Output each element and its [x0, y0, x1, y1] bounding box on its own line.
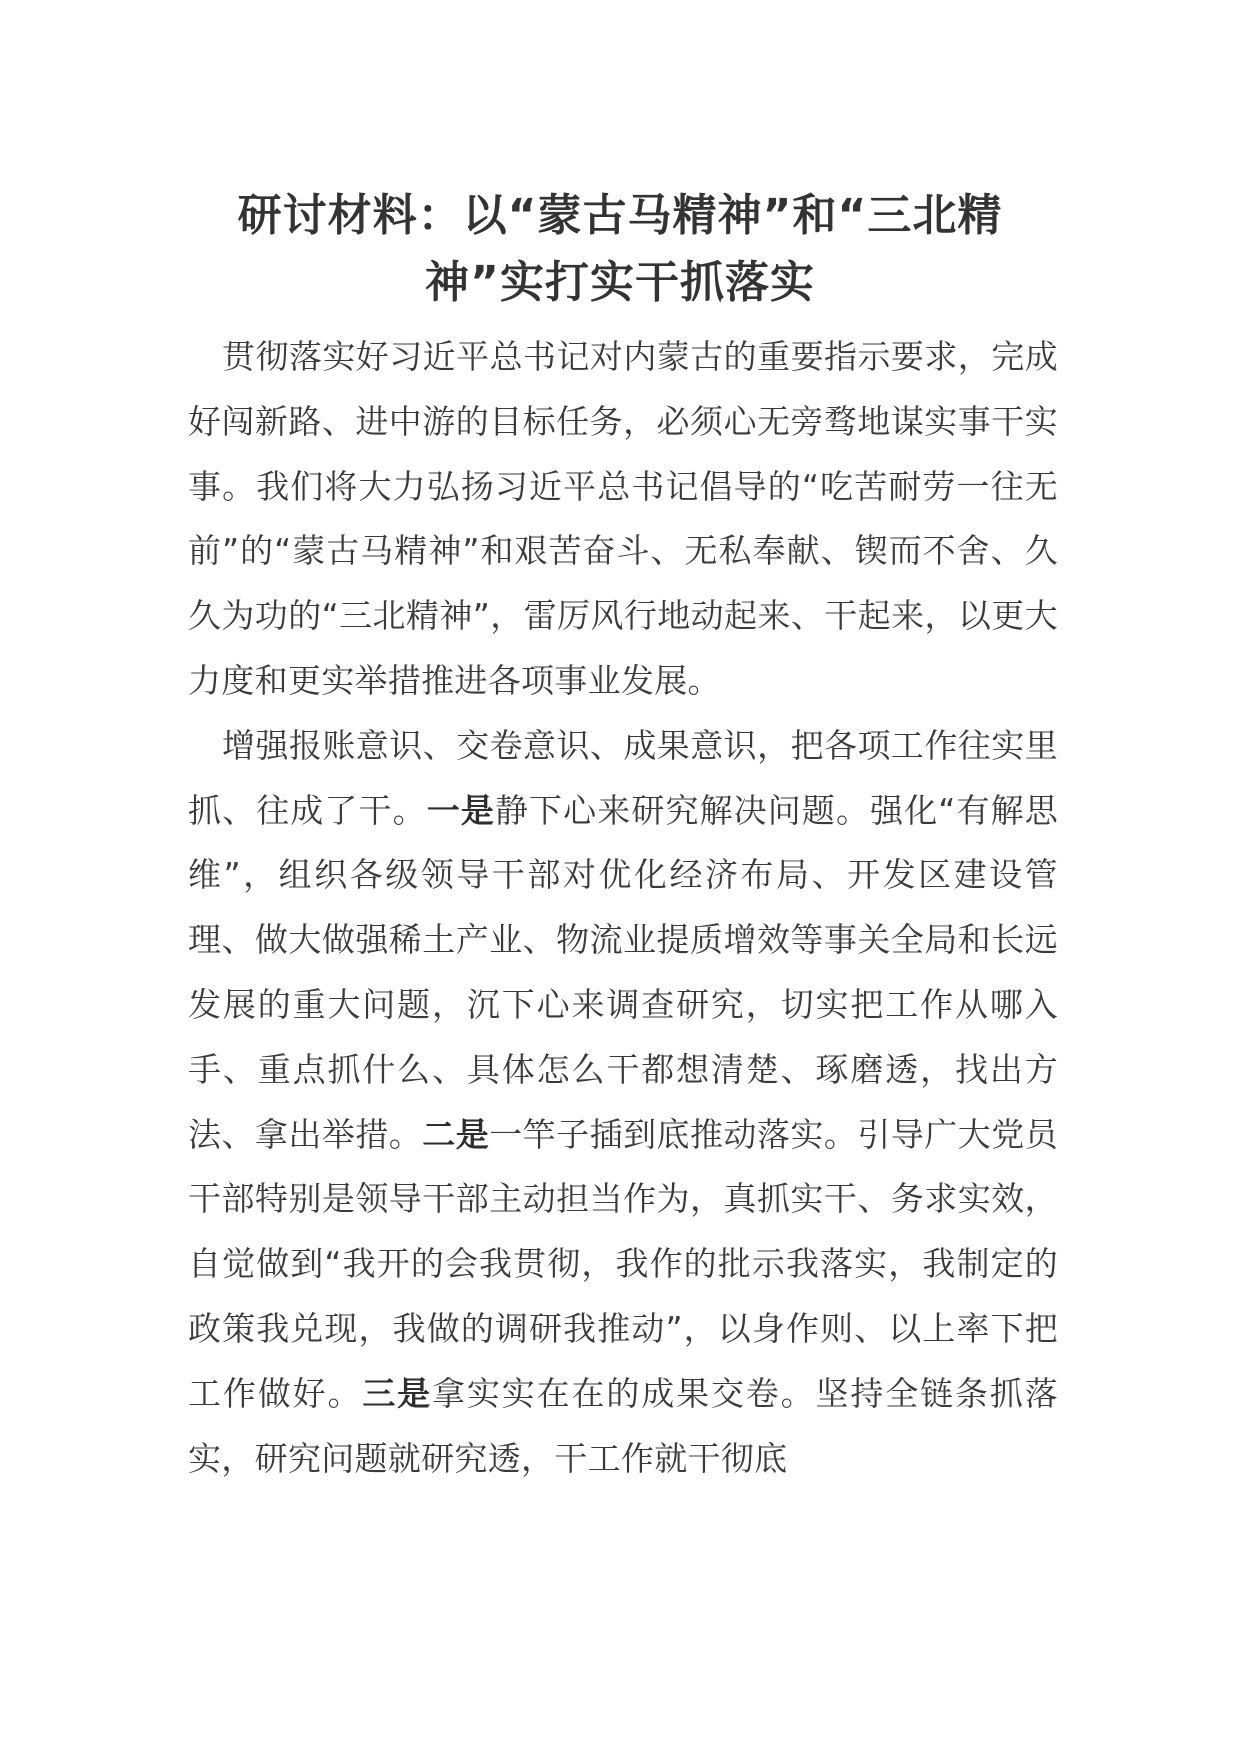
point-2-lead: 二是: [422, 1114, 490, 1154]
paragraph-2-intro: 增强报账意识、交卷意识、成果意识，把各项工作往实里抓、往成了干。: [188, 725, 1058, 830]
point-3-text: 拿实实在在的成果交卷。坚持全链条抓落实，研究问题就研究透，干工作就干彻底: [188, 1373, 1058, 1478]
document-title: 研讨材料：以“蒙古马精神”和“三北精神”实打实干抓落实: [237, 190, 1003, 308]
point-2-text: 一竿子插到底推动落实。引导广大党员干部特别是领导干部主动担当作为，真抓实干、务求实效，自觉做到“我开的会我贯彻，我作的批示我落实，我制定的政策我兑现，我做的调研我推动”，以身作则、以上率下把工作做好。: [188, 1114, 1058, 1413]
point-1-text: 静下心来研究解决问题。强化“有解思维”，组织各级领导干部对优化经济布局、开发区建设管理、做大做强稀土产业、物流业提质增效等事关全局和长远发展的重大问题，沉下心来调查研究，切实把工作从哪入手、重点抓什么、具体怎么干都想清楚、琢磨透，找出方法、拿出举措。: [188, 790, 1058, 1154]
paragraph-1: 贯彻落实好习近平总书记对内蒙古的重要指示要求，完成好闯新路、进中游的目标任务，必须心无旁骛地谋实事干实事。我们将大力弘扬习近平总书记倡导的“吃苦耐劳一往无前”的“蒙古马精神”和艰苦奋斗、无私奉献、锲而不舍、久久为功的“三北精神”，雷厉风行地动起来、干起来，以更大力度和更实举措推进各项事业发展。: [188, 337, 1058, 700]
point-3-lead: 三是: [362, 1373, 433, 1413]
paragraph-2: [188, 714, 1058, 1492]
document-body: [188, 325, 1058, 1491]
point-1-lead: 一是: [426, 790, 495, 830]
